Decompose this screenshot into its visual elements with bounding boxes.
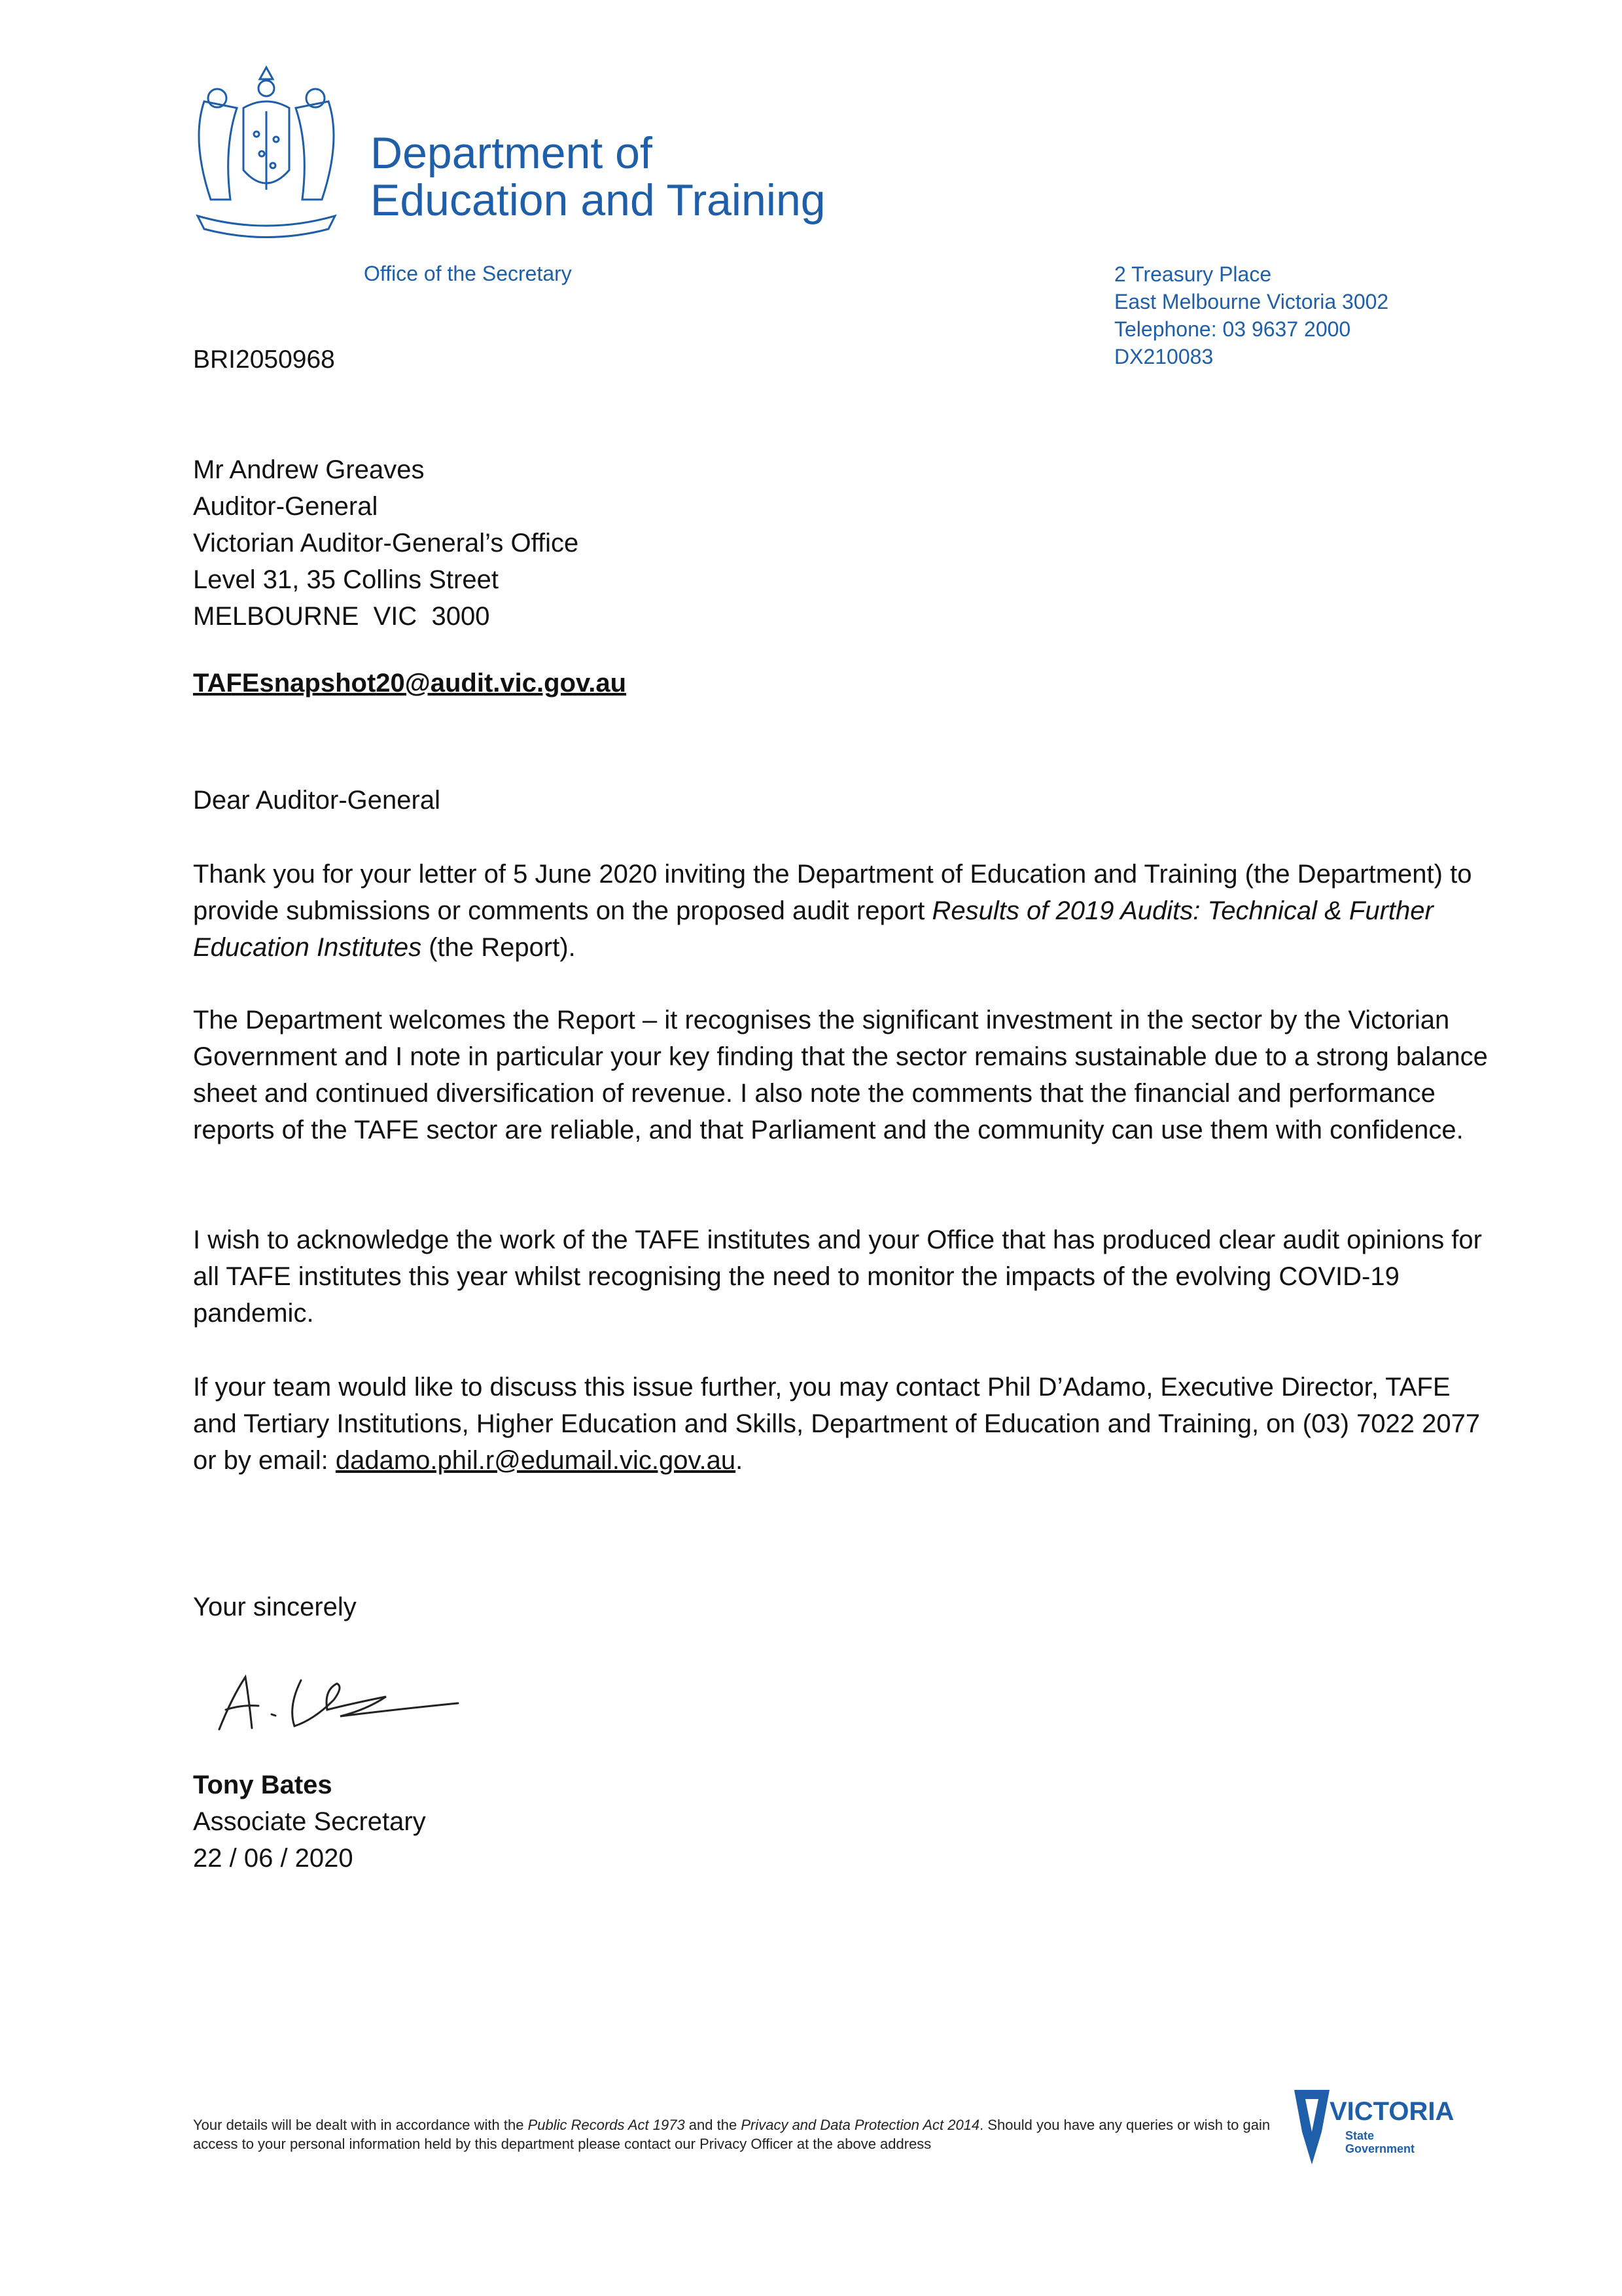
footer-act-1: Public Records Act 1973 — [527, 2117, 685, 2133]
recipient-address — [193, 451, 578, 635]
recipient-email-link[interactable]: TAFEsnapshot20@audit.vic.gov.au — [193, 669, 627, 698]
recipient-line: Victorian Auditor-General’s Office — [193, 529, 579, 557]
footer-text: . Should you have any queries or wish to gain access to your personal information held by this department please contact our Privacy Officer at the above address — [193, 2117, 1271, 2152]
contact-email-link[interactable]: dadamo.phil.r@edumail.vic.gov.au — [335, 1446, 736, 1475]
recipient-line: Mr Andrew Greaves — [193, 455, 425, 484]
signatory-title: Associate Secretary — [193, 1807, 426, 1836]
coat-of-arms-icon — [185, 62, 348, 242]
office-name: Office of the Secretary — [364, 262, 572, 285]
government-label: Government — [1345, 2142, 1415, 2155]
footer-text: Your details will be dealt with in accordance with the — [193, 2117, 528, 2133]
closing: Your sincerely — [193, 1593, 357, 1621]
paragraph-2: The Department welcomes the Report – it recognises the significant investment in the sector by the Victorian Government and I note in particular your key finding that the sector remains sustainable due to a strong balance sheet and continued diversification of revenue. I also note the comments that the financial and performance reports of the TAFE sector are reliable, and that Parliament and the community can use them with confidence. — [193, 1006, 1488, 1144]
paragraph-4 — [193, 1369, 1489, 1479]
address-line: East Melbourne Victoria 3002 — [1114, 290, 1389, 313]
signatory-name: Tony Bates — [193, 1771, 332, 1799]
address-line: Telephone: 03 9637 2000 — [1114, 317, 1351, 341]
signature-date: 22 / 06 / 2020 — [193, 1844, 353, 1873]
paragraph-3: I wish to acknowledge the work of the TAFE institutes and your Office that has produced clear audit opinions for all TAFE institutes this year whilst recognising the need to monitor the impacts of the evolving COVID-19 pandemic. — [193, 1226, 1482, 1328]
reference-number: BRI2050968 — [193, 345, 335, 374]
privacy-footer — [193, 2115, 1292, 2153]
paragraph-1-text: Thank you for your letter of 5 June 2020 inviting the Department of Education and Training (the Department) to provide submissions or comments on the proposed audit report — [193, 860, 1472, 925]
state-label: State — [1345, 2129, 1375, 2142]
footer-text: and the — [684, 2117, 741, 2133]
paragraph-1-tail: (the Report). — [421, 933, 576, 962]
department-name-line2: Education and Training — [370, 175, 826, 225]
victoria-wordmark: VICTORIA — [1330, 2097, 1455, 2126]
signatory-block — [193, 1767, 426, 1877]
victoria-government-logo-icon — [1289, 2086, 1455, 2171]
footer-act-2: Privacy and Data Protection Act 2014 — [741, 2117, 980, 2133]
salutation: Dear Auditor-General — [193, 786, 440, 815]
report-title: Results of 2019 Audits: Technical & Further Education Institutes — [193, 896, 1434, 962]
paragraph-1 — [193, 856, 1489, 966]
department-name — [370, 130, 826, 224]
recipient-line: Level 31, 35 Collins Street — [193, 565, 499, 594]
address-line: DX210083 — [1114, 345, 1214, 368]
paragraph-4-tail: . — [735, 1446, 743, 1475]
sender-address — [1114, 260, 1388, 370]
address-line: 2 Treasury Place — [1114, 262, 1272, 286]
signature-icon — [209, 1667, 471, 1739]
paragraph-4-text: If your team would like to discuss this issue further, you may contact Phil D’Adamo, Executive Director, TAFE and Tertiary Institutions, Higher Education and Skills, Department of Education and Training, on (03) 7022 2077 or by email: — [193, 1373, 1481, 1475]
recipient-line: MELBOURNE VIC 3000 — [193, 602, 490, 631]
recipient-line: Auditor-General — [193, 492, 378, 521]
department-name-line1: Department of — [370, 128, 652, 178]
